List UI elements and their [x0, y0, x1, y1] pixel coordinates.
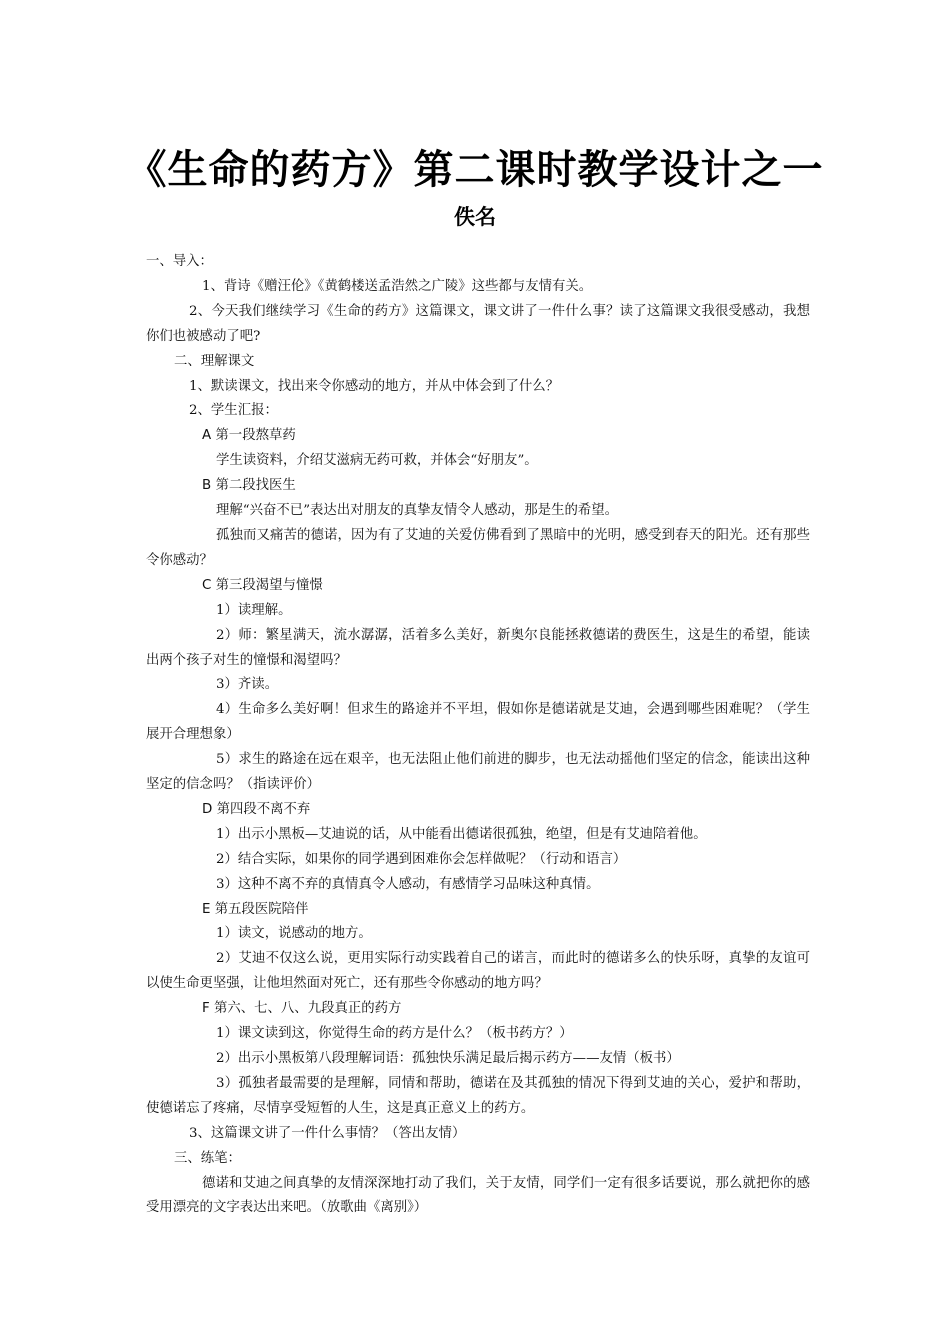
subsection-heading-a: A 第一段熬草药: [202, 428, 296, 444]
paragraph: 3、这篇课文讲了一件什么事情？（答出友情）: [189, 1125, 466, 1141]
section-heading-intro: 一、导入：: [146, 254, 213, 269]
list-item: 2）艾迪不仅这么说，更用实际行动实践着自己的诺言，而此时的德诺多么的快乐呀，真挚的友谊可以使生命更坚强，让他坦然面对死亡，还有那些令你感动的地方吗？: [146, 951, 810, 992]
document-body: [146, 250, 810, 1221]
paragraph: 2、今天我们继续学习《生命的药方》这篇课文，课文讲了一件什么事？读了这篇课文我很受感动，我想你们也被感动了吧?: [146, 303, 810, 344]
list-item: 3）这种不离不弃的真情真令人感动，有感情学习品味这种真情。: [216, 876, 600, 892]
paragraph: 1、背诗《赠汪伦》《黄鹤楼送孟浩然之广陵》这些都与友情有关。: [202, 278, 593, 294]
document-author: 佚名: [454, 205, 496, 229]
subsection-heading-b: B 第二段找医生: [202, 478, 296, 494]
list-item: 3）孤独者最需要的是理解，同情和帮助，德诺在及其孤独的情况下得到艾迪的关心，爱护和帮助，使德诺忘了疼痛，尽情享受短暂的人生，这是真正意义上的药方。: [146, 1075, 810, 1116]
section-heading-understand: 二、理解课文: [174, 353, 255, 369]
list-item: 2）结合实际，如果你的同学遇到困难你会怎样做呢？（行动和语言）: [216, 851, 627, 867]
paragraph: 2、学生汇报：: [189, 403, 278, 419]
list-item: 1）读理解。: [216, 602, 292, 618]
paragraph: 1、默读课文，找出来令你感动的地方，并从中体会到了什么？: [189, 378, 560, 394]
list-item: 1）出示小黑板—艾迪说的话，从中能看出德诺很孤独，绝望，但是有艾迪陪着他。: [216, 826, 707, 842]
list-item: 3）齐读。: [216, 677, 279, 693]
subsection-heading-c: C 第三段渴望与憧憬: [202, 577, 323, 593]
subsection-heading-f: F 第六、七、八、九段真正的药方: [202, 1001, 402, 1017]
list-item: 1）课文读到这，你觉得生命的药方是什么？（板书药方？）: [216, 1026, 573, 1042]
list-item: 2）师：繁星满天，流水潺潺，活着多么美好，新奥尔良能拯救德诺的费医生，这是生的希望，能读出两个孩子对生的憧憬和渴望吗？: [146, 627, 810, 668]
document-title: 《生命的药方》第二课时教学设计之一: [126, 147, 824, 193]
subsection-heading-e: E 第五段医院陪伴: [202, 901, 309, 917]
paragraph: 德诺和艾迪之间真挚的友情深深地打动了我们，关于友情，同学们一定有很多话要说，那么就把你的感受用漂亮的文字表达出来吧。（放歌曲《离别》）: [146, 1175, 810, 1216]
paragraph: 学生读资料，介绍艾滋病无药可救，并体会“好朋友”。: [216, 453, 538, 469]
list-item: 1）读文，说感动的地方。: [216, 926, 372, 942]
list-item: 2）出示小黑板第八段理解词语：孤独快乐满足最后揭示药方——友情（板书）: [216, 1051, 680, 1066]
list-item: 5）求生的路途在远在艰辛，也无法阻止他们前进的脚步，也无法动摇他们坚定的信念，能读出这种坚定的信念吗？（指读评价）: [146, 752, 810, 793]
paragraph: 孤独而又痛苦的德诺，因为有了艾迪的关爱仿佛看到了黑暗中的光明，感受到春天的阳光。还有那些令你感动？: [146, 527, 810, 568]
paragraph: 理解“兴奋不已”表达出对朋友的真挚友情令人感动，那是生的希望。: [216, 503, 619, 519]
subsection-heading-d: D 第四段不离不弃: [202, 801, 311, 817]
section-heading-writing: 三、练笔：: [174, 1150, 241, 1166]
list-item: 4）生命多么美好啊！但求生的路途并不平坦，假如你是德诺就是艾迪，会遇到哪些困难呢？（学生展开合理想象）: [146, 702, 810, 743]
